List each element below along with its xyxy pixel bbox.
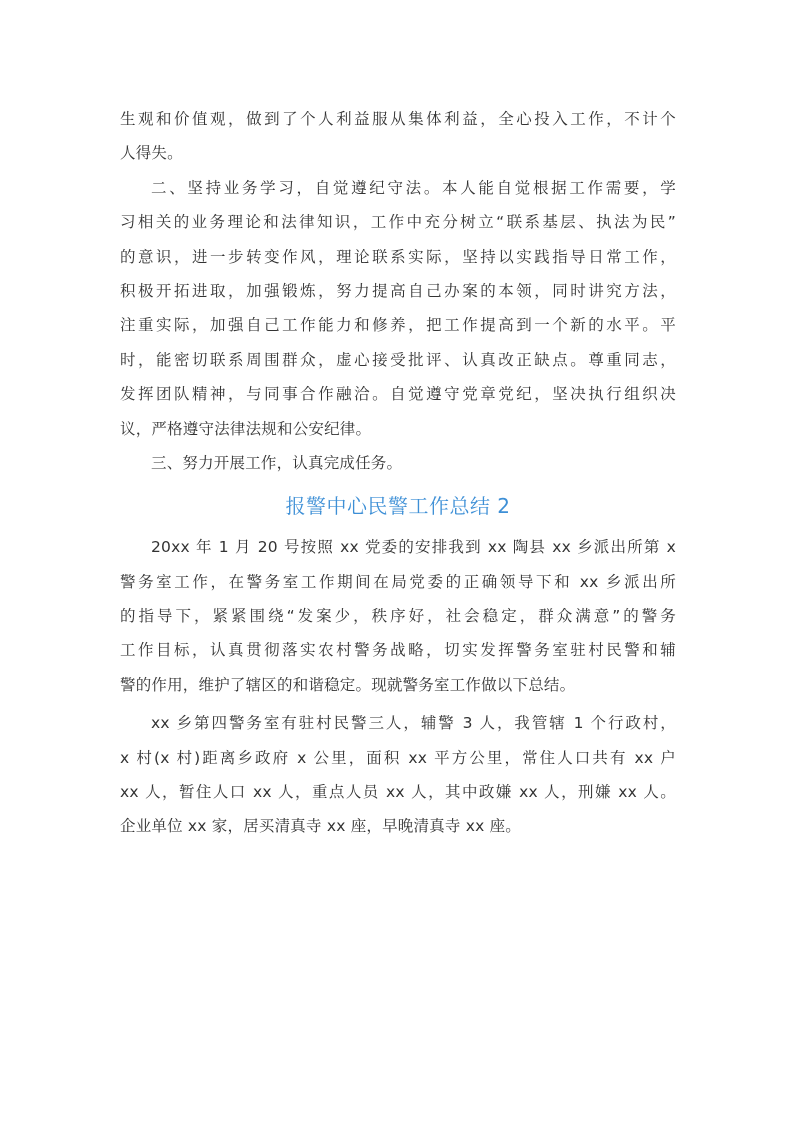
paragraph-report-intro <box>120 530 676 702</box>
text-line: 警的作用，维护了辖区的和谐稳定。现就警务室工作做以下总结。 <box>120 675 576 694</box>
paragraph-continuation <box>120 102 676 171</box>
document-page <box>120 102 676 844</box>
text-line: 企业单位 xx 家，居买清真寺 xx 座，早晚清真寺 xx 座。 <box>120 817 522 836</box>
text-line: 的指导下，紧紧围绕“发案少，秩序好，社会稳定，群众满意”的警务 <box>120 607 676 626</box>
text-line: 警务室工作，在警务室工作期间在局党委的正确领导下和 xx 乡派出所 <box>120 572 676 591</box>
section-heading: 报警中心民警工作总结 2 <box>285 494 511 519</box>
text-line: 时，能密切联系周围群众，虚心接受批评、认真改正缺点。尊重同志， <box>120 350 676 369</box>
text-line: 的意识，进一步转变作风，理论联系实际，坚持以实践指导日常工作， <box>120 247 676 266</box>
text-line: 20xx 年 1 月 20 号按照 xx 党委的安排我到 xx 陶县 xx 乡派出所第 x <box>151 538 676 557</box>
text-line: 生观和价值观，做到了个人利益服从集体利益，全心投入工作，不计个 <box>120 110 676 128</box>
text-line: 注重实际，加强自己工作能力和修养，把工作提高到一个新的水平。平 <box>120 316 676 335</box>
text-line: 议，严格遵守法律法规和公安纪律。 <box>120 419 372 438</box>
text-line: 三、努力开展工作，认真完成任务。 <box>151 453 403 472</box>
paragraph-section-two <box>120 171 676 446</box>
text-line: x 村(x 村)距离乡政府 x 公里，面积 xx 平方公里，常住人口共有 xx 户 <box>120 748 676 767</box>
text-line: xx 乡第四警务室有驻村民警三人，辅警 3 人，我管辖 1 个行政村， <box>151 714 676 733</box>
text-line: 积极开拓进取，加强锻炼，努力提高自己办案的本领，同时讲究方法， <box>120 281 676 300</box>
text-line: 人得失。 <box>120 144 183 163</box>
paragraph-section-three <box>120 446 676 480</box>
text-line: xx 人，暂住人口 xx 人，重点人员 xx 人，其中政嫌 xx 人，刑嫌 xx 人。 <box>120 783 676 802</box>
text-line: 习相关的业务理论和法律知识，工作中充分树立“联系基层、执法为民” <box>120 213 676 232</box>
text-line: 发挥团队精神，与同事合作融洽。自觉遵守党章党纪，坚决执行组织决 <box>120 385 676 404</box>
paragraph-report-details <box>120 706 676 844</box>
text-line: 工作目标，认真贯彻落实农村警务战略，切实发挥警务室驻村民警和辅 <box>120 641 676 660</box>
text-line: 二、坚持业务学习，自觉遵纪守法。本人能自觉根据工作需要，学 <box>151 178 676 197</box>
